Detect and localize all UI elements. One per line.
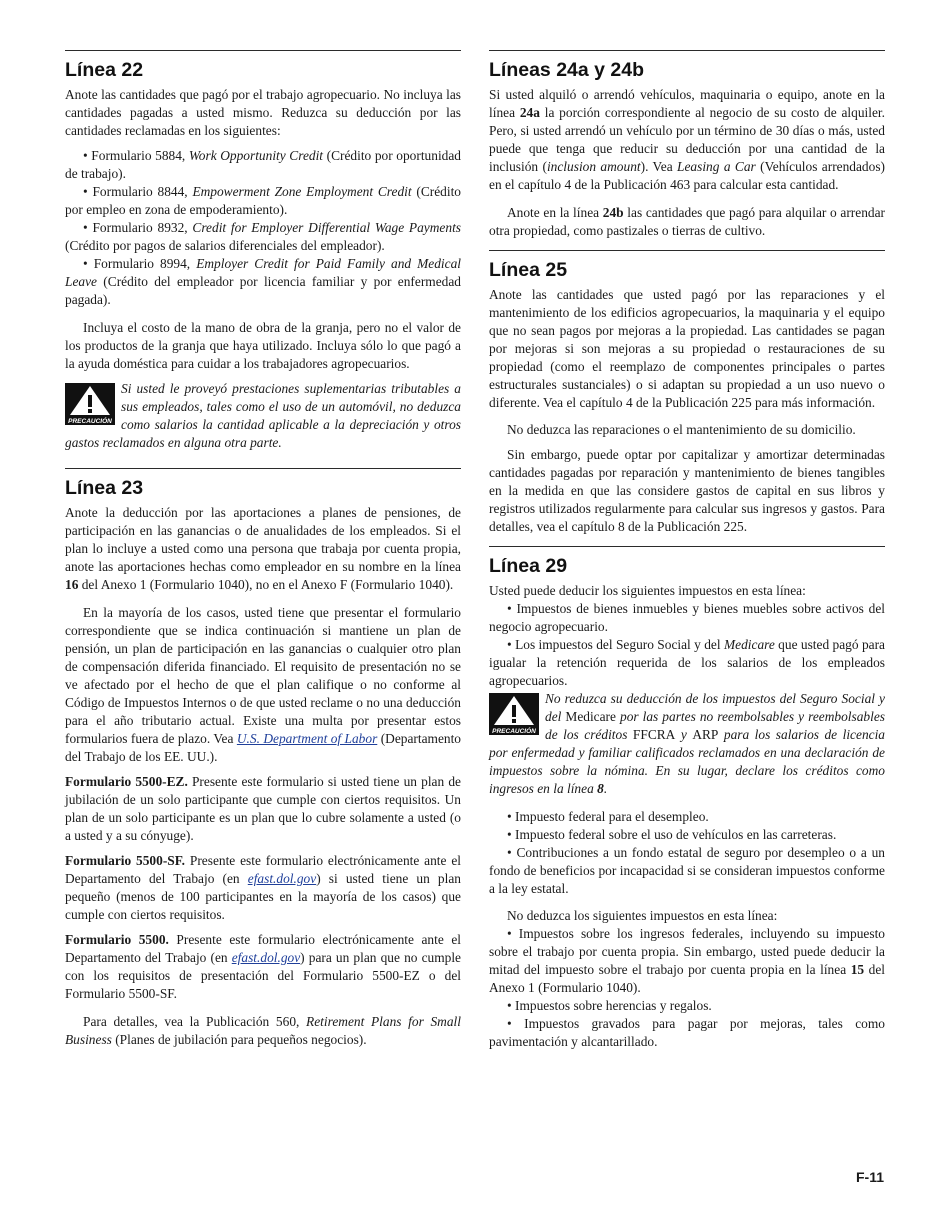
paragraph: No deduzca los siguientes impuestos en esta línea: <box>507 908 778 923</box>
paragraph: Formulario 5500. Presente este formulario electrónicamente ante el Departamento del Trabajo (en efast.dol.gov) para un plan que no cumple con los requisitos de presentación del Formulario 5500-EZ o del Formulario 5500-SF. <box>65 932 462 1001</box>
section-linea-23 <box>65 468 461 1049</box>
section-linea-29 <box>489 546 885 1051</box>
section-title: Línea 23 <box>65 477 144 499</box>
section-title: Línea 25 <box>489 259 568 281</box>
efast-link[interactable]: efast.dol.gov <box>247 871 317 886</box>
paragraph: Usted puede deducir los siguientes impuestos en esta línea: <box>489 583 806 598</box>
bullet-item: • Formulario 8994, Employer Credit for Paid Family and Medical Leave (Crédito del empleador por licencia familiar y por enfermedad pagada). <box>65 256 461 307</box>
paragraph: Formulario 5500-SF. Presente este formulario electrónicamente ante el Departamento del Trabajo (en efast.dol.gov) si usted tiene un plan pequeño (menos de 100 participantes en la mayoría de los casos) que cumple con ciertos requisitos. <box>65 853 461 922</box>
paragraph: Incluya el costo de la mano de obra de la granja, pero no el valor de los productos de la granja que haya utilizado. Incluya sólo lo que pagó a la ayuda doméstica para cuidar a los trabajadores agropecuarios. <box>65 320 461 371</box>
bullet-item: • Contribuciones a un fondo estatal de seguro por desempleo o a un fondo de beneficios por incapacidad si se consideran impuestos conforme a la ley estatal. <box>489 845 885 896</box>
bullet-item: • Formulario 8932, Credit for Employer Differential Wage Payments (Crédito por pagos de salarios diferenciales del empleador). <box>65 220 461 253</box>
caution-note: PRECAUCIÓN Si usted le proveyó prestaciones suplementarias tributables a sus empleados, tales como el uso de un automóvil, no deduzca como salarios la cantidad aplicable a la depreciación y otros gastos reclamados en alguna otra parte. <box>65 381 461 450</box>
caution-icon <box>489 693 539 735</box>
section-lineas-24 <box>489 50 885 240</box>
svg-text:PRECAUCIÓN: PRECAUCIÓN <box>68 418 112 425</box>
paragraph: Sin embargo, puede optar por capitalizar y amortizar determinadas cantidades pagadas por reparación y mantenimiento de bienes tangibles en la medida en que las considere gastos de capital en sus libros y registros utilizados regularmente para calcular sus ingresos y gastos. Para detalles, vea el capítulo 8 de la Publicación 225. <box>489 447 885 534</box>
bullet-item: • Impuestos de bienes inmuebles y bienes muebles sobre activos del negocio agropecuario. <box>489 601 885 634</box>
paragraph: Si usted alquiló o arrendó vehículos, maquinaria o equipo, anote en la línea 24a la porción correspondiente al negocio de su costo de alquiler. Pero, si usted arrendó un vehículo por un término de 30 días o más, usted puede que tenga que reducir su deducción por una cantidad de la inclusión (inclusion amount). Vea Leasing a Car (Vehículos arrendados) en el capítulo 4 de la Publicación 463 para calcular esta cantidad. <box>489 87 885 192</box>
section-title: Línea 29 <box>489 555 568 577</box>
paragraph: Formulario 5500-EZ. Presente este formulario si usted tiene un plan de jubilación de un solo participante que cumple con ciertos requisitos. Un plan de un solo participante es un plan que lo cubre solamente a usted (o a usted y a su cónyuge). <box>65 774 461 843</box>
section-linea-22 <box>65 50 461 452</box>
bullet-item: • Impuestos sobre herencias y regalos. <box>507 998 712 1013</box>
section-title: Línea 22 <box>65 59 144 81</box>
bullet-item: • Los impuestos del Seguro Social y del Medicare que usted pagó para igualar la retención requerida de los salarios de los empleados agropecuarios. <box>489 637 885 688</box>
dol-link[interactable]: U.S. Department of Labor <box>236 731 378 746</box>
paragraph: Anote en la línea 24b las cantidades que pagó para alquilar o arrendar otra propiedad, como pastizales o tierras de cultivo. <box>489 205 885 238</box>
bullet-item: • Impuestos gravados para pagar por mejoras, tales como pavimentación y alcantarillado. <box>489 1016 885 1049</box>
caution-note: PRECAUCIÓN No reduzca su deducción de los impuestos del Seguro Social y del Medicare por las partes no reembolsables y reembolsables de los créditos FFCRA y ARP para los salarios de licencia por enfermedad y familiar calificados reclamados en una declaración de impuestos sobre la nómina. En su lugar, declare los créditos como ingresos en la línea 8. <box>489 691 885 796</box>
bullet-item: • Formulario 5884, Work Opportunity Credit (Crédito por oportunidad de trabajo). <box>65 148 461 181</box>
paragraph: Anote la deducción por las aportaciones a planes de pensiones, de participación en las ganancias o de anualidades de los empleados. Si el plan lo incluye a usted como una persona que trabaja por cuenta propia, anote las aportaciones hechas como empleador en su nombre en la línea 16 del Anexo 1 (Formulario 1040), no en el Anexo F (Formulario 1040). <box>65 505 461 592</box>
paragraph: Para detalles, vea la Publicación 560, Retirement Plans for Small Business (Planes de jubilación para pequeños negocios). <box>65 1014 461 1047</box>
paragraph: En la mayoría de los casos, usted tiene que presentar el formulario correspondiente que se indica continuación si mantiene un plan de pensión, un plan de participación en las ganancias o cualquier otro plan de compensación diferida financiado. El requisito de presentación no se ve afectado por el hecho de que el plan califique o no conforme al Código de Impuestos Internos o de que usted reclame o no una deducción para el año tributario actual. Existe una multa por presentar estos formularios fuera de plazo. Vea U.S. Department of Labor (Departamento del Trabajo de los EE. UU.). <box>65 605 461 764</box>
section-title: Líneas 24a y 24b <box>489 59 645 81</box>
right-column <box>489 50 885 1061</box>
paragraph: No deduzca las reparaciones o el mantenimiento de su domicilio. <box>507 422 856 437</box>
bullet-item: • Formulario 8844, Empowerment Zone Employment Credit (Crédito por empleo en zona de empoderamiento). <box>65 184 462 217</box>
svg-text:PRECAUCIÓN: PRECAUCIÓN <box>492 728 536 735</box>
paragraph: Anote las cantidades que usted pagó por las reparaciones y el mantenimiento de los edificios agropecuarios, la maquinaria y el equipo que no sean pagos por mejoras a la propiedad. Las cantidades se pagan por mejoras si son mejoras a su propiedad o restauraciones de su propiedad (como el reemplazo de componentes principales o partes estructurales sustanciales) o si adaptan su propiedad a un uso nuevo o diferente. Vea el capítulo 4 de la Publicación 225 para más información. <box>489 287 885 410</box>
bullet-item: • Impuesto federal para el desempleo. <box>507 809 709 824</box>
bullet-item: • Impuestos sobre los ingresos federales, incluyendo su impuesto sobre el trabajo por cuenta propia. Sin embargo, usted puede deducir la mitad del impuesto sobre el trabajo por cuenta propia en la línea 15 del Anexo 1 (Formulario 1040). <box>489 926 886 995</box>
caution-icon <box>65 383 115 425</box>
page-number: F-11 <box>855 1169 884 1185</box>
section-linea-25 <box>489 250 885 536</box>
efast-link[interactable]: efast.dol.gov <box>231 950 301 965</box>
left-column <box>65 50 461 1059</box>
paragraph: Anote las cantidades que pagó por el trabajo agropecuario. No incluya las cantidades pagadas a usted mismo. Reduzca su deducción por las cantidades reclamadas en los siguientes: <box>65 87 461 138</box>
bullet-item: • Impuesto federal sobre el uso de vehículos en las carreteras. <box>507 827 837 842</box>
